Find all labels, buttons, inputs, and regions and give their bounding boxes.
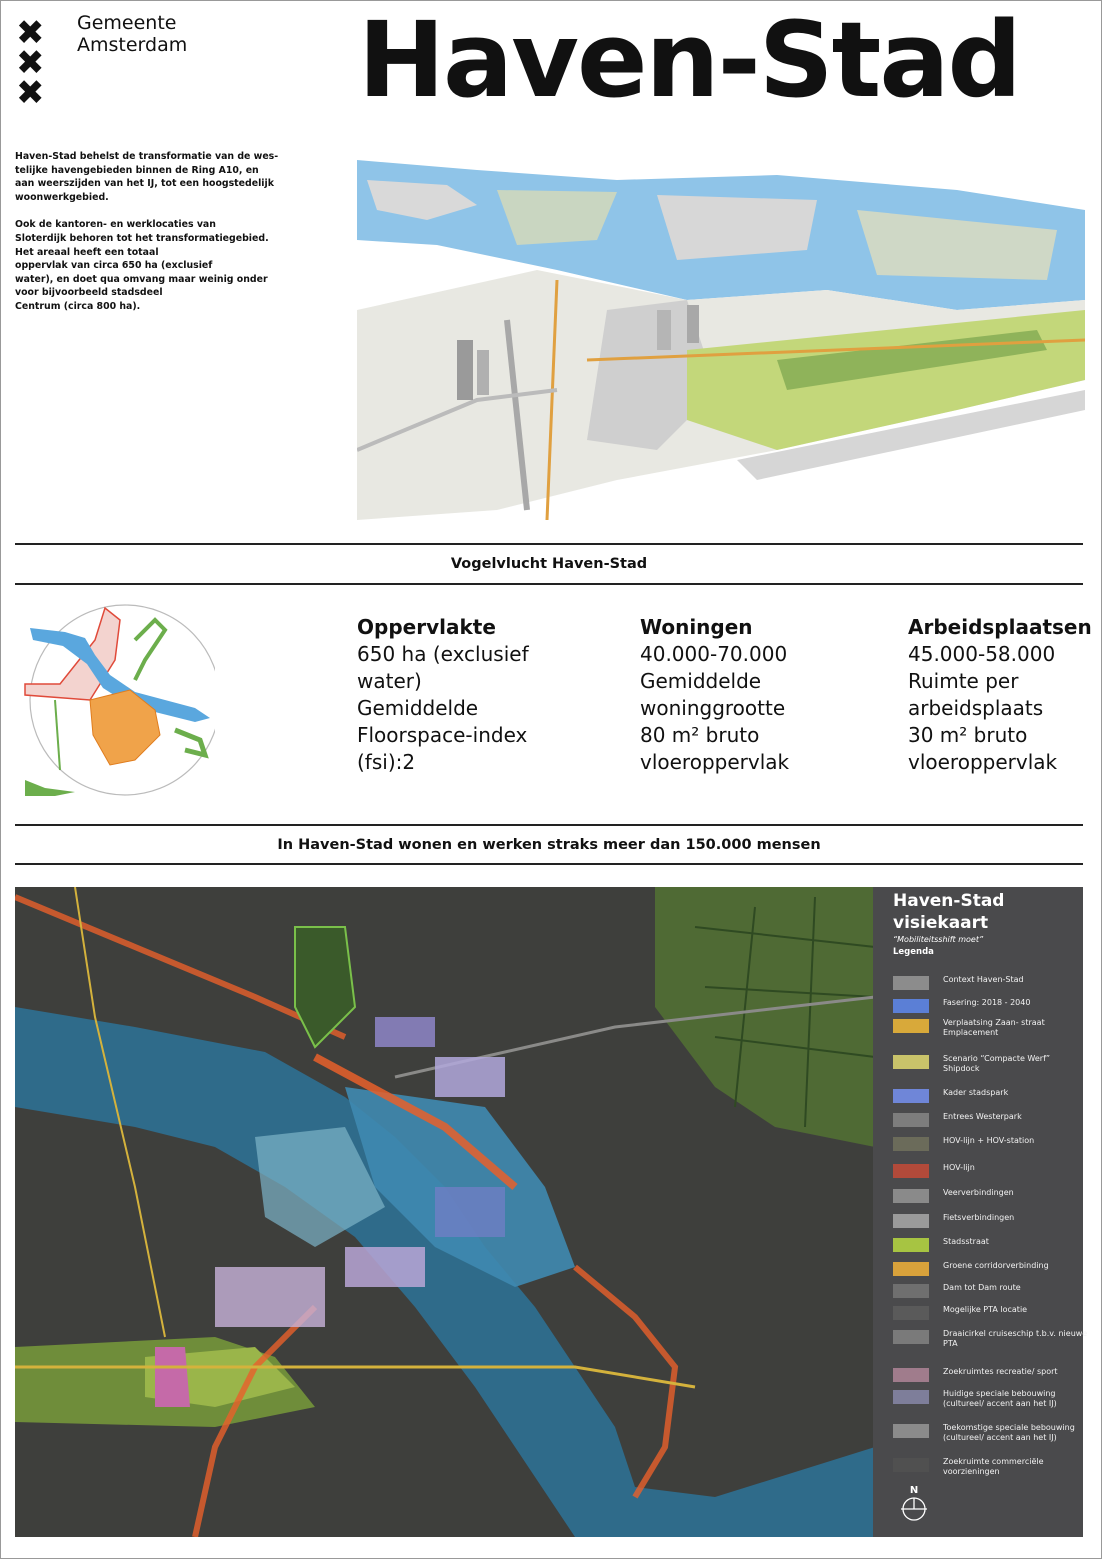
- legend-item: [893, 1188, 1083, 1214]
- legend-label: Kader stadspark: [943, 1088, 1009, 1097]
- org-line-1: Gemeente: [77, 12, 177, 34]
- intro-paragraph-2: [15, 218, 290, 313]
- legend-swatch: [893, 1262, 929, 1276]
- legend-item: [893, 1018, 1083, 1044]
- people-caption: In Haven-Stad wonen en werken straks meer dan 150.000 mensen: [277, 837, 821, 853]
- stat-heading: Arbeidsplaatsen: [908, 615, 1092, 639]
- legend-label: Draaicirkel cruiseschip t.b.v. nieuwe PTA: [943, 1329, 1088, 1348]
- legend-swatch: [893, 1284, 929, 1298]
- location-minimap: [15, 600, 215, 800]
- legend-label: Scenario “Compacte Werf” Shipdock: [943, 1054, 1051, 1073]
- legend-label: Entrees Westerpark: [943, 1112, 1022, 1121]
- legend-item: [893, 1054, 1083, 1080]
- legend-swatch: [893, 999, 929, 1013]
- legend-item: [893, 1088, 1083, 1114]
- intro-line: voor bijvoorbeeld stadsdeel: [15, 287, 163, 299]
- legend-swatch: [893, 1306, 929, 1320]
- divider: [15, 543, 1083, 545]
- stat-line: arbeidsplaats: [908, 696, 1044, 720]
- cross-mark-icon: ✖: [16, 13, 45, 53]
- legend-label: Verplaatsing Zaan- straat Emplacement: [943, 1018, 1045, 1037]
- legend-item: [893, 1163, 1083, 1189]
- north-label: N: [909, 1485, 919, 1496]
- legend-label: HOV-lijn: [943, 1163, 975, 1172]
- divider: [15, 583, 1083, 585]
- legend-heading: Legenda: [893, 947, 934, 957]
- stat-line: 40.000-70.000: [640, 642, 788, 666]
- intro-line: Centrum (circa 800 ha).: [15, 300, 141, 312]
- legend-swatch: [893, 1390, 929, 1404]
- legend-label: Fietsverbindingen: [943, 1213, 1015, 1222]
- intro-line: water), en doet qua omvang maar weinig onder: [15, 273, 268, 285]
- legend-label: Groene corridorverbinding: [943, 1261, 1049, 1270]
- legend-item: [893, 1136, 1083, 1162]
- legend-swatch: [893, 1330, 929, 1344]
- intro-line: aan weerszijden van het IJ, tot een hoogstedelijk: [15, 178, 274, 190]
- north-arrow: [899, 1485, 929, 1525]
- stat-line: 80 m² bruto: [640, 723, 760, 747]
- stat-line: water): [357, 669, 422, 693]
- intro-line: Haven-Stad behelst de transformatie van de wes-: [15, 151, 279, 162]
- divider: [15, 824, 1083, 826]
- stat-line: Gemiddelde: [640, 669, 762, 693]
- legend-swatch: [893, 1019, 929, 1033]
- legend-swatch: [893, 1238, 929, 1252]
- legend-label: Mogelijke PTA locatie: [943, 1305, 1028, 1314]
- stat-line: 650 ha (exclusief: [357, 642, 529, 666]
- legend-label: Zoekruimte commerciële voorzieningen: [943, 1457, 1044, 1476]
- legend-label: Zoekruimtes recreatie/ sport: [943, 1367, 1058, 1376]
- stat-oppervlakte: [357, 614, 529, 776]
- stat-line: woninggrootte: [640, 696, 786, 720]
- intro-line: oppervlak van circa 650 ha (exclusief: [15, 260, 213, 272]
- legend-item: [893, 1112, 1083, 1138]
- amsterdam-xxx-logo: [16, 13, 46, 113]
- legend-title-line: visiekaart: [893, 913, 989, 933]
- stat-woningen: [640, 614, 789, 776]
- legend-swatch: [893, 976, 929, 990]
- intro-line: woonwerkgebied.: [15, 191, 109, 203]
- stat-heading: Woningen: [640, 615, 753, 639]
- legend-item: [893, 1457, 1083, 1483]
- legend-subtitle: “Mobiliteitsshift moet”: [893, 935, 984, 944]
- legend-item: [893, 1213, 1083, 1239]
- stat-line: vloeroppervlak: [908, 750, 1058, 774]
- intro-line: Ook de kantoren- en werklocaties van: [15, 219, 216, 231]
- legend-item: [893, 1305, 1083, 1331]
- stat-line: Floorspace-index: [357, 723, 528, 747]
- intro-line: telijke havengebieden binnen de Ring A10, en: [15, 164, 259, 176]
- aerial-illustration: [357, 150, 1085, 525]
- organisation-name: [77, 12, 187, 56]
- legend-item: [893, 1423, 1083, 1449]
- legend-swatch: [893, 1214, 929, 1228]
- legend-swatch: [893, 1164, 929, 1178]
- intro-line: Het areaal heeft een totaal: [15, 246, 159, 258]
- intro-line: Sloterdijk behoren tot het transformatiegebied.: [15, 232, 269, 244]
- map-legend: [873, 887, 1088, 1537]
- stat-heading: Oppervlakte: [357, 615, 496, 639]
- legend-label: Toekomstige speciale bebouwing (cultureel/ accent aan het IJ): [943, 1423, 1075, 1442]
- stat-line: Ruimte per: [908, 669, 1019, 693]
- stat-line: vloeroppervlak: [640, 750, 790, 774]
- stat-arbeidsplaatsen: [908, 614, 1092, 776]
- legend-swatch: [893, 1113, 929, 1127]
- intro-paragraph-1: [15, 150, 290, 204]
- cross-mark-icon: ✖: [16, 73, 45, 113]
- stat-line: 30 m² bruto: [908, 723, 1028, 747]
- legend-item: [893, 1237, 1083, 1263]
- legend-swatch: [893, 1368, 929, 1382]
- intro-text: [15, 150, 290, 328]
- legend-swatch: [893, 1458, 929, 1472]
- compass-icon: [899, 1496, 929, 1522]
- legend-swatch: [893, 1424, 929, 1438]
- legend-label: Stadsstraat: [943, 1237, 989, 1246]
- legend-swatch: [893, 1089, 929, 1103]
- legend-swatch: [893, 1137, 929, 1151]
- legend-swatch: [893, 1189, 929, 1203]
- legend-label: Veerverbindingen: [943, 1188, 1014, 1197]
- stat-line: 45.000-58.000: [908, 642, 1056, 666]
- org-line-2: Amsterdam: [77, 34, 188, 56]
- legend-title-line: Haven-Stad: [893, 891, 1005, 911]
- legend-swatch: [893, 1055, 929, 1069]
- page-title: Haven-Stad: [358, 0, 1020, 121]
- aerial-caption: Vogelvlucht Haven-Stad: [450, 556, 648, 572]
- stat-line: Gemiddelde: [357, 696, 479, 720]
- legend-item: [893, 1329, 1088, 1355]
- legend-title: [893, 890, 1004, 934]
- stat-line: (fsi):2: [357, 750, 416, 774]
- cross-mark-icon: ✖: [16, 43, 45, 83]
- legend-label: Context Haven-Stad: [943, 975, 1024, 984]
- legend-label: Fasering: 2018 - 2040: [943, 998, 1031, 1007]
- legend-label: Dam tot Dam route: [943, 1283, 1021, 1292]
- legend-item: [893, 1389, 1083, 1415]
- legend-label: Huidige speciale bebouwing (cultureel/ accent aan het IJ): [943, 1389, 1057, 1408]
- divider: [15, 863, 1083, 865]
- legend-label: HOV-lijn + HOV-station: [943, 1136, 1035, 1145]
